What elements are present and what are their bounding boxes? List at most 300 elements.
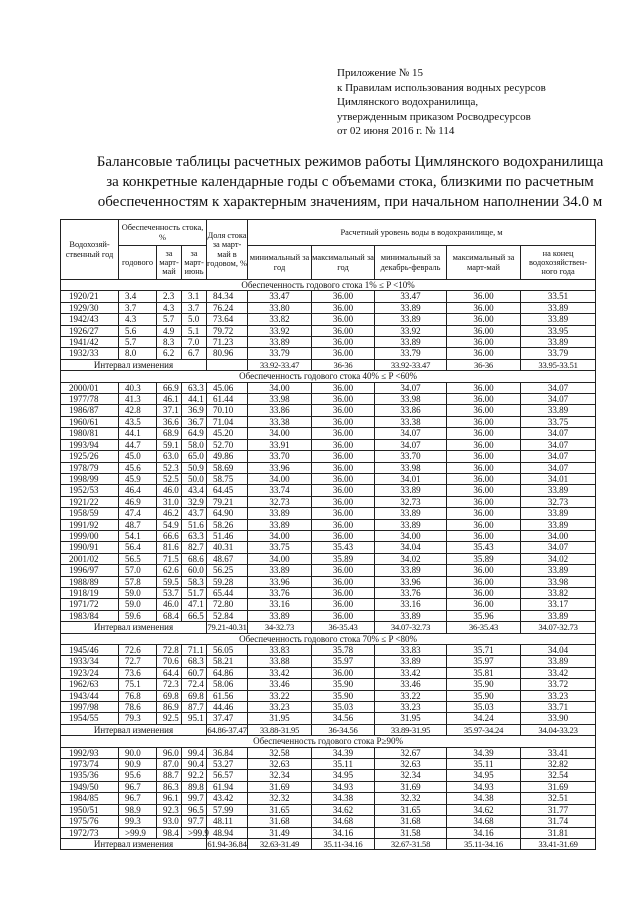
table-cell: 34.16 bbox=[312, 827, 375, 838]
table-cell: 34.68 bbox=[447, 816, 521, 827]
table-cell: 73.64 bbox=[207, 314, 248, 325]
table-cell: 1984/85 bbox=[61, 793, 119, 804]
table-cell: 90.0 bbox=[119, 747, 157, 758]
table-cell: 92.3 bbox=[157, 804, 182, 815]
table-cell: 33.89 bbox=[248, 565, 312, 576]
table-cell: 42.8 bbox=[119, 405, 157, 416]
table-cell: 49.86 bbox=[207, 451, 248, 462]
table-cell: 73.6 bbox=[119, 667, 157, 678]
table-cell: 33.51 bbox=[521, 291, 596, 302]
range-share: 79.21-40.31 bbox=[207, 622, 247, 633]
table-cell: 37.1 bbox=[157, 405, 182, 416]
table-cell: 36.84 bbox=[207, 747, 248, 758]
range-cell: 34-32.73 bbox=[248, 622, 312, 633]
table-cell: 45.06 bbox=[207, 382, 248, 393]
table-cell: 31.68 bbox=[248, 816, 312, 827]
table-row bbox=[61, 291, 596, 302]
table-cell: 57.0 bbox=[119, 565, 157, 576]
table-cell: 34.62 bbox=[312, 804, 375, 815]
section-label: Обеспеченность годового стока 1% ≤ P <10% bbox=[61, 280, 596, 291]
table-cell: 33.42 bbox=[248, 667, 312, 678]
table-cell: 35.90 bbox=[312, 690, 375, 701]
table-cell: 2000/01 bbox=[61, 382, 119, 393]
table-row bbox=[61, 781, 596, 792]
table-cell: 64.9 bbox=[182, 428, 207, 439]
table-cell: 46.0 bbox=[157, 599, 182, 610]
table-cell: 33.42 bbox=[375, 667, 447, 678]
table-cell: 36.00 bbox=[447, 451, 521, 462]
table-row bbox=[61, 827, 596, 838]
table-cell: 36.00 bbox=[447, 337, 521, 348]
table-cell: 76.8 bbox=[119, 690, 157, 701]
table-row bbox=[61, 508, 596, 519]
table-cell: 31.81 bbox=[521, 827, 596, 838]
table-cell: 1952/53 bbox=[61, 485, 119, 496]
table-cell: 79.72 bbox=[207, 325, 248, 336]
range-cell: 36-35.43 bbox=[312, 622, 375, 633]
table-cell: 36.6 bbox=[157, 416, 182, 427]
table-cell: 36.7 bbox=[182, 416, 207, 427]
table-cell: 46.9 bbox=[119, 496, 157, 507]
table-cell: 33.86 bbox=[375, 405, 447, 416]
table-cell: 36.00 bbox=[312, 519, 375, 530]
table-cell: 1973/74 bbox=[61, 759, 119, 770]
table-cell: 36.00 bbox=[447, 325, 521, 336]
table-cell: 35.03 bbox=[312, 702, 375, 713]
table-row bbox=[61, 394, 596, 405]
table-cell: 72.4 bbox=[182, 679, 207, 690]
table-row bbox=[61, 645, 596, 656]
table-cell: 95.6 bbox=[119, 770, 157, 781]
table-cell: 36.00 bbox=[312, 348, 375, 359]
table-cell: 82.7 bbox=[182, 542, 207, 553]
table-row bbox=[61, 656, 596, 667]
range-cell: 36-34.56 bbox=[312, 724, 375, 735]
table-cell: 44.7 bbox=[119, 439, 157, 450]
table-cell: 33.76 bbox=[248, 587, 312, 598]
table-cell: 35.90 bbox=[447, 690, 521, 701]
table-cell: 36.00 bbox=[447, 405, 521, 416]
table-cell: 43.42 bbox=[207, 793, 248, 804]
table-cell: 36.00 bbox=[312, 451, 375, 462]
table-cell: 58.0 bbox=[182, 439, 207, 450]
table-row bbox=[61, 382, 596, 393]
table-cell: 92.5 bbox=[157, 713, 182, 724]
table-cell: 72.7 bbox=[119, 656, 157, 667]
table-cell: 90.9 bbox=[119, 759, 157, 770]
table-cell: 4.9 bbox=[157, 325, 182, 336]
table-cell: 1993/94 bbox=[61, 439, 119, 450]
table-cell: 33.80 bbox=[248, 302, 312, 313]
table-cell: 36.00 bbox=[447, 394, 521, 405]
range-row bbox=[61, 724, 596, 735]
table-cell: 31.69 bbox=[375, 781, 447, 792]
table-cell: 36.00 bbox=[312, 314, 375, 325]
table-cell: 45.6 bbox=[119, 462, 157, 473]
table-cell: 56.25 bbox=[207, 565, 248, 576]
table-cell: 99.7 bbox=[182, 793, 207, 804]
table-cell: 36.00 bbox=[312, 382, 375, 393]
table-cell: 33.89 bbox=[521, 485, 596, 496]
table-cell: 36.00 bbox=[312, 473, 375, 484]
table-cell: 45.9 bbox=[119, 473, 157, 484]
table-row bbox=[61, 565, 596, 576]
table-cell: 46.0 bbox=[157, 485, 182, 496]
table-cell: 34.00 bbox=[375, 530, 447, 541]
range-label: Интервал изменения bbox=[61, 838, 207, 849]
table-cell: 33.82 bbox=[521, 587, 596, 598]
table-cell: 56.05 bbox=[207, 645, 248, 656]
table-cell: 1929/30 bbox=[61, 302, 119, 313]
range-cell: 35.97-34.24 bbox=[447, 724, 521, 735]
page-title bbox=[60, 152, 640, 212]
table-cell: 33.83 bbox=[248, 645, 312, 656]
table-cell: 68.6 bbox=[182, 553, 207, 564]
table-cell: 86.3 bbox=[157, 781, 182, 792]
table-cell: 33.89 bbox=[375, 337, 447, 348]
table-row bbox=[61, 690, 596, 701]
table-cell: 43.7 bbox=[182, 508, 207, 519]
table-cell: 1933/34 bbox=[61, 656, 119, 667]
table-cell: 71.5 bbox=[157, 553, 182, 564]
table-cell: >99.9 bbox=[182, 827, 207, 838]
table-cell: 48.94 bbox=[207, 827, 248, 838]
table-cell: 35.90 bbox=[312, 679, 375, 690]
title-line: за конкретные календарные годы с объемами стока, близкими по расчетным bbox=[106, 174, 594, 190]
table-cell: 34.38 bbox=[312, 793, 375, 804]
table-cell: 34.00 bbox=[248, 530, 312, 541]
table-cell: 34.95 bbox=[447, 770, 521, 781]
table-cell: 1958/59 bbox=[61, 508, 119, 519]
table-cell: 36.00 bbox=[447, 439, 521, 450]
table-cell: 31.74 bbox=[521, 816, 596, 827]
table-cell: 32.32 bbox=[375, 793, 447, 804]
table-cell: 33.79 bbox=[521, 348, 596, 359]
table-row bbox=[61, 747, 596, 758]
table-cell: 59.5 bbox=[157, 576, 182, 587]
table-row bbox=[61, 496, 596, 507]
table-cell: 34.16 bbox=[447, 827, 521, 838]
table-cell: 34.07 bbox=[375, 439, 447, 450]
table-cell: 35.43 bbox=[312, 542, 375, 553]
table-cell: 53.27 bbox=[207, 759, 248, 770]
table-cell: 59.0 bbox=[119, 587, 157, 598]
table-cell: 6.2 bbox=[157, 348, 182, 359]
table-cell: 34.62 bbox=[447, 804, 521, 815]
table-cell: 35.11 bbox=[447, 759, 521, 770]
table-cell: 36.00 bbox=[312, 599, 375, 610]
table-cell: 33.89 bbox=[375, 610, 447, 621]
table-cell: 35.11 bbox=[312, 759, 375, 770]
table-cell: 1997/98 bbox=[61, 702, 119, 713]
table-cell: 34.00 bbox=[248, 553, 312, 564]
table-cell: 34.00 bbox=[248, 428, 312, 439]
table-cell: 32.34 bbox=[248, 770, 312, 781]
table-cell: 33.47 bbox=[248, 291, 312, 302]
table-cell: 1962/63 bbox=[61, 679, 119, 690]
table-cell: 36.00 bbox=[447, 519, 521, 530]
table-cell: 3.7 bbox=[119, 302, 157, 313]
range-label: Интервал изменения bbox=[61, 622, 207, 633]
table-cell: 1920/21 bbox=[61, 291, 119, 302]
table-row bbox=[61, 439, 596, 450]
table-cell: 52.70 bbox=[207, 439, 248, 450]
table-cell: 33.41 bbox=[521, 747, 596, 758]
table-cell: 1996/97 bbox=[61, 565, 119, 576]
header-share: Доля стока за март-май в годовом, % bbox=[207, 220, 248, 280]
table-cell: 57.8 bbox=[119, 576, 157, 587]
section-label: Обеспеченность годового стока 70% ≤ P <80% bbox=[61, 633, 596, 644]
table-cell: 34.07 bbox=[521, 382, 596, 393]
table-cell: 36.00 bbox=[447, 473, 521, 484]
table-cell: 46.1 bbox=[157, 394, 182, 405]
table-cell: 33.92 bbox=[248, 325, 312, 336]
table-cell: 33.22 bbox=[375, 690, 447, 701]
table-cell: 33.88 bbox=[248, 656, 312, 667]
table-cell: 36.00 bbox=[312, 302, 375, 313]
header-levels-group: Расчетный уровень воды в водохранилище, м bbox=[248, 220, 596, 246]
table-cell: 34.39 bbox=[312, 747, 375, 758]
table-cell: 34.93 bbox=[312, 781, 375, 792]
table-cell: 69.8 bbox=[157, 690, 182, 701]
table-cell: 36.00 bbox=[312, 485, 375, 496]
table-cell: 96.7 bbox=[119, 781, 157, 792]
table-cell: 53.7 bbox=[157, 587, 182, 598]
range-cell: 35.11-34.16 bbox=[312, 838, 375, 849]
table-cell: 33.23 bbox=[521, 690, 596, 701]
table-cell: 86.9 bbox=[157, 702, 182, 713]
table-cell: 36.00 bbox=[312, 291, 375, 302]
range-cell: 33.89-31.95 bbox=[375, 724, 447, 735]
table-cell: 80.96 bbox=[207, 348, 248, 359]
table-cell: 36.00 bbox=[447, 428, 521, 439]
range-cell: 33.92-33.47 bbox=[375, 359, 447, 370]
table-cell: 36.00 bbox=[312, 610, 375, 621]
table-cell: 33.95 bbox=[521, 325, 596, 336]
table-cell: 33.89 bbox=[375, 302, 447, 313]
table-cell: 35.71 bbox=[447, 645, 521, 656]
table-row bbox=[61, 530, 596, 541]
table-row bbox=[61, 337, 596, 348]
table-row bbox=[61, 485, 596, 496]
table-cell: 64.45 bbox=[207, 485, 248, 496]
table-cell: 93.0 bbox=[157, 816, 182, 827]
table-cell: 36.00 bbox=[312, 576, 375, 587]
table-cell: 32.82 bbox=[521, 759, 596, 770]
table-cell: 76.24 bbox=[207, 302, 248, 313]
table-cell: 33.96 bbox=[375, 576, 447, 587]
section-header-row bbox=[61, 633, 596, 644]
table-row bbox=[61, 416, 596, 427]
table-cell: 96.0 bbox=[157, 747, 182, 758]
table-cell: 33.89 bbox=[375, 656, 447, 667]
table-cell: 33.46 bbox=[375, 679, 447, 690]
range-cell: 33.88-31.95 bbox=[248, 724, 312, 735]
table-cell: 52.3 bbox=[157, 462, 182, 473]
table-cell: 64.86 bbox=[207, 667, 248, 678]
table-cell: 33.89 bbox=[375, 508, 447, 519]
table-cell: 36.00 bbox=[312, 587, 375, 598]
table-cell: 96.5 bbox=[182, 804, 207, 815]
table-cell: 34.00 bbox=[521, 530, 596, 541]
header-end-year: на конец водохозяйствен-ного года bbox=[521, 246, 596, 280]
table-row bbox=[61, 542, 596, 553]
appendix-line: к Правилам использования водных ресурсов bbox=[337, 81, 546, 94]
table-cell: 5.1 bbox=[182, 325, 207, 336]
table-cell: 51.7 bbox=[182, 587, 207, 598]
table-cell: 52.5 bbox=[157, 473, 182, 484]
table-row bbox=[61, 679, 596, 690]
table-cell: 35.97 bbox=[312, 656, 375, 667]
table-cell: 34.07 bbox=[521, 451, 596, 462]
table-cell: 36.00 bbox=[447, 485, 521, 496]
table-row bbox=[61, 473, 596, 484]
table-cell: 58.06 bbox=[207, 679, 248, 690]
table-cell: 33.79 bbox=[248, 348, 312, 359]
table-cell: 31.77 bbox=[521, 804, 596, 815]
section-label: Обеспеченность годового стока 40% ≤ P <60% bbox=[61, 371, 596, 382]
table-cell: 35.97 bbox=[447, 656, 521, 667]
header-prob-group: Обеспеченность стока, % bbox=[119, 220, 207, 246]
table-cell: 33.38 bbox=[248, 416, 312, 427]
table-cell: 43.5 bbox=[119, 416, 157, 427]
table-cell: 31.68 bbox=[375, 816, 447, 827]
table-cell: 2001/02 bbox=[61, 553, 119, 564]
table-cell: 96.7 bbox=[119, 793, 157, 804]
table-cell: 52.84 bbox=[207, 610, 248, 621]
table-cell: 58.69 bbox=[207, 462, 248, 473]
table-cell: 33.89 bbox=[248, 610, 312, 621]
table-cell: 87.0 bbox=[157, 759, 182, 770]
table-cell: 33.98 bbox=[375, 394, 447, 405]
table-row bbox=[61, 816, 596, 827]
table-cell: 33.23 bbox=[248, 702, 312, 713]
table-cell: 59.0 bbox=[119, 599, 157, 610]
table-cell: 34.07 bbox=[375, 428, 447, 439]
table-cell: 36.00 bbox=[312, 325, 375, 336]
table-row bbox=[61, 702, 596, 713]
table-cell: 33.98 bbox=[248, 394, 312, 405]
table-cell: 32.9 bbox=[182, 496, 207, 507]
table-cell: 36.00 bbox=[447, 587, 521, 598]
table-cell: 34.02 bbox=[521, 553, 596, 564]
table-cell: 32.67 bbox=[375, 747, 447, 758]
table-cell: 34.07 bbox=[375, 382, 447, 393]
table-cell: 35.03 bbox=[447, 702, 521, 713]
table-cell: 5.6 bbox=[119, 325, 157, 336]
table-cell: 8.3 bbox=[157, 337, 182, 348]
table-cell: 36.00 bbox=[447, 314, 521, 325]
table-row bbox=[61, 405, 596, 416]
table-cell: 61.56 bbox=[207, 690, 248, 701]
table-cell: 63.0 bbox=[157, 451, 182, 462]
table-cell: 1988/89 bbox=[61, 576, 119, 587]
table-cell: 8.0 bbox=[119, 348, 157, 359]
table-cell: 33.70 bbox=[375, 451, 447, 462]
table-cell: 33.98 bbox=[375, 462, 447, 473]
table-cell: 33.70 bbox=[248, 451, 312, 462]
table-cell: 32.58 bbox=[248, 747, 312, 758]
table-cell: 70.10 bbox=[207, 405, 248, 416]
table-cell: 72.8 bbox=[157, 645, 182, 656]
table-cell: 46.2 bbox=[157, 508, 182, 519]
appendix-line: Приложение № 15 bbox=[337, 67, 424, 79]
table-cell: 33.98 bbox=[521, 576, 596, 587]
table-cell: 1923/24 bbox=[61, 667, 119, 678]
table-cell: 33.72 bbox=[521, 679, 596, 690]
table-row bbox=[61, 610, 596, 621]
table-cell: 66.9 bbox=[157, 382, 182, 393]
table-cell: 63.3 bbox=[182, 382, 207, 393]
table-cell: 36.00 bbox=[312, 337, 375, 348]
header-prob-mar-june: за март-июнь bbox=[182, 246, 207, 280]
table-cell: 33.96 bbox=[248, 576, 312, 587]
table-cell: 57.99 bbox=[207, 804, 248, 815]
table-cell: 33.79 bbox=[375, 348, 447, 359]
appendix-line: от 02 июня 2016 г. № 114 bbox=[337, 125, 455, 137]
table-cell: 1990/91 bbox=[61, 542, 119, 553]
table-cell: 34.38 bbox=[447, 793, 521, 804]
table-cell: 33.89 bbox=[521, 508, 596, 519]
table-cell: 3.1 bbox=[182, 291, 207, 302]
table-cell: 36.00 bbox=[447, 462, 521, 473]
range-label: Интервал изменения bbox=[61, 724, 207, 735]
table-cell: 36.00 bbox=[312, 428, 375, 439]
header-min-dec-feb: минимальный за декабрь-февраль bbox=[375, 246, 447, 280]
table-cell: 58.26 bbox=[207, 519, 248, 530]
table-cell: 31.95 bbox=[248, 713, 312, 724]
table-cell: 41.3 bbox=[119, 394, 157, 405]
table-cell: 34.01 bbox=[375, 473, 447, 484]
range-row bbox=[61, 838, 596, 849]
table-row bbox=[61, 519, 596, 530]
title-line: Балансовые таблицы расчетных режимов работы Цимлянского водохранилища bbox=[96, 154, 604, 170]
appendix-block bbox=[337, 66, 546, 139]
table-cell: 6.7 bbox=[182, 348, 207, 359]
table-cell: 34.07 bbox=[521, 439, 596, 450]
table-cell: 36.00 bbox=[312, 416, 375, 427]
table-cell: 64.90 bbox=[207, 508, 248, 519]
table-cell: 66.5 bbox=[182, 610, 207, 621]
table-cell: 33.89 bbox=[521, 405, 596, 416]
table-cell: 33.89 bbox=[248, 508, 312, 519]
table-cell: 36.00 bbox=[447, 382, 521, 393]
table-cell: 36.00 bbox=[312, 462, 375, 473]
table-row bbox=[61, 770, 596, 781]
table-cell: 35.43 bbox=[447, 542, 521, 553]
table-cell: 5.7 bbox=[157, 314, 182, 325]
table-cell: 7.0 bbox=[182, 337, 207, 348]
range-cell: 36-36 bbox=[312, 359, 375, 370]
table-cell: 33.42 bbox=[521, 667, 596, 678]
table-cell: 59.28 bbox=[207, 576, 248, 587]
table-cell: 1941/42 bbox=[61, 337, 119, 348]
table-cell: 66.6 bbox=[157, 530, 182, 541]
table-cell: 79.3 bbox=[119, 713, 157, 724]
table-cell: 5.0 bbox=[182, 314, 207, 325]
table-cell: 31.65 bbox=[375, 804, 447, 815]
table-cell: 58.21 bbox=[207, 656, 248, 667]
table-cell: 34.00 bbox=[248, 473, 312, 484]
table-cell: 79.21 bbox=[207, 496, 248, 507]
table-cell: 62.6 bbox=[157, 565, 182, 576]
table-cell: 32.73 bbox=[521, 496, 596, 507]
section-header-row bbox=[61, 736, 596, 747]
table-cell: 2.3 bbox=[157, 291, 182, 302]
table-cell: 32.73 bbox=[248, 496, 312, 507]
table-cell: 1954/55 bbox=[61, 713, 119, 724]
table-cell: 31.65 bbox=[248, 804, 312, 815]
